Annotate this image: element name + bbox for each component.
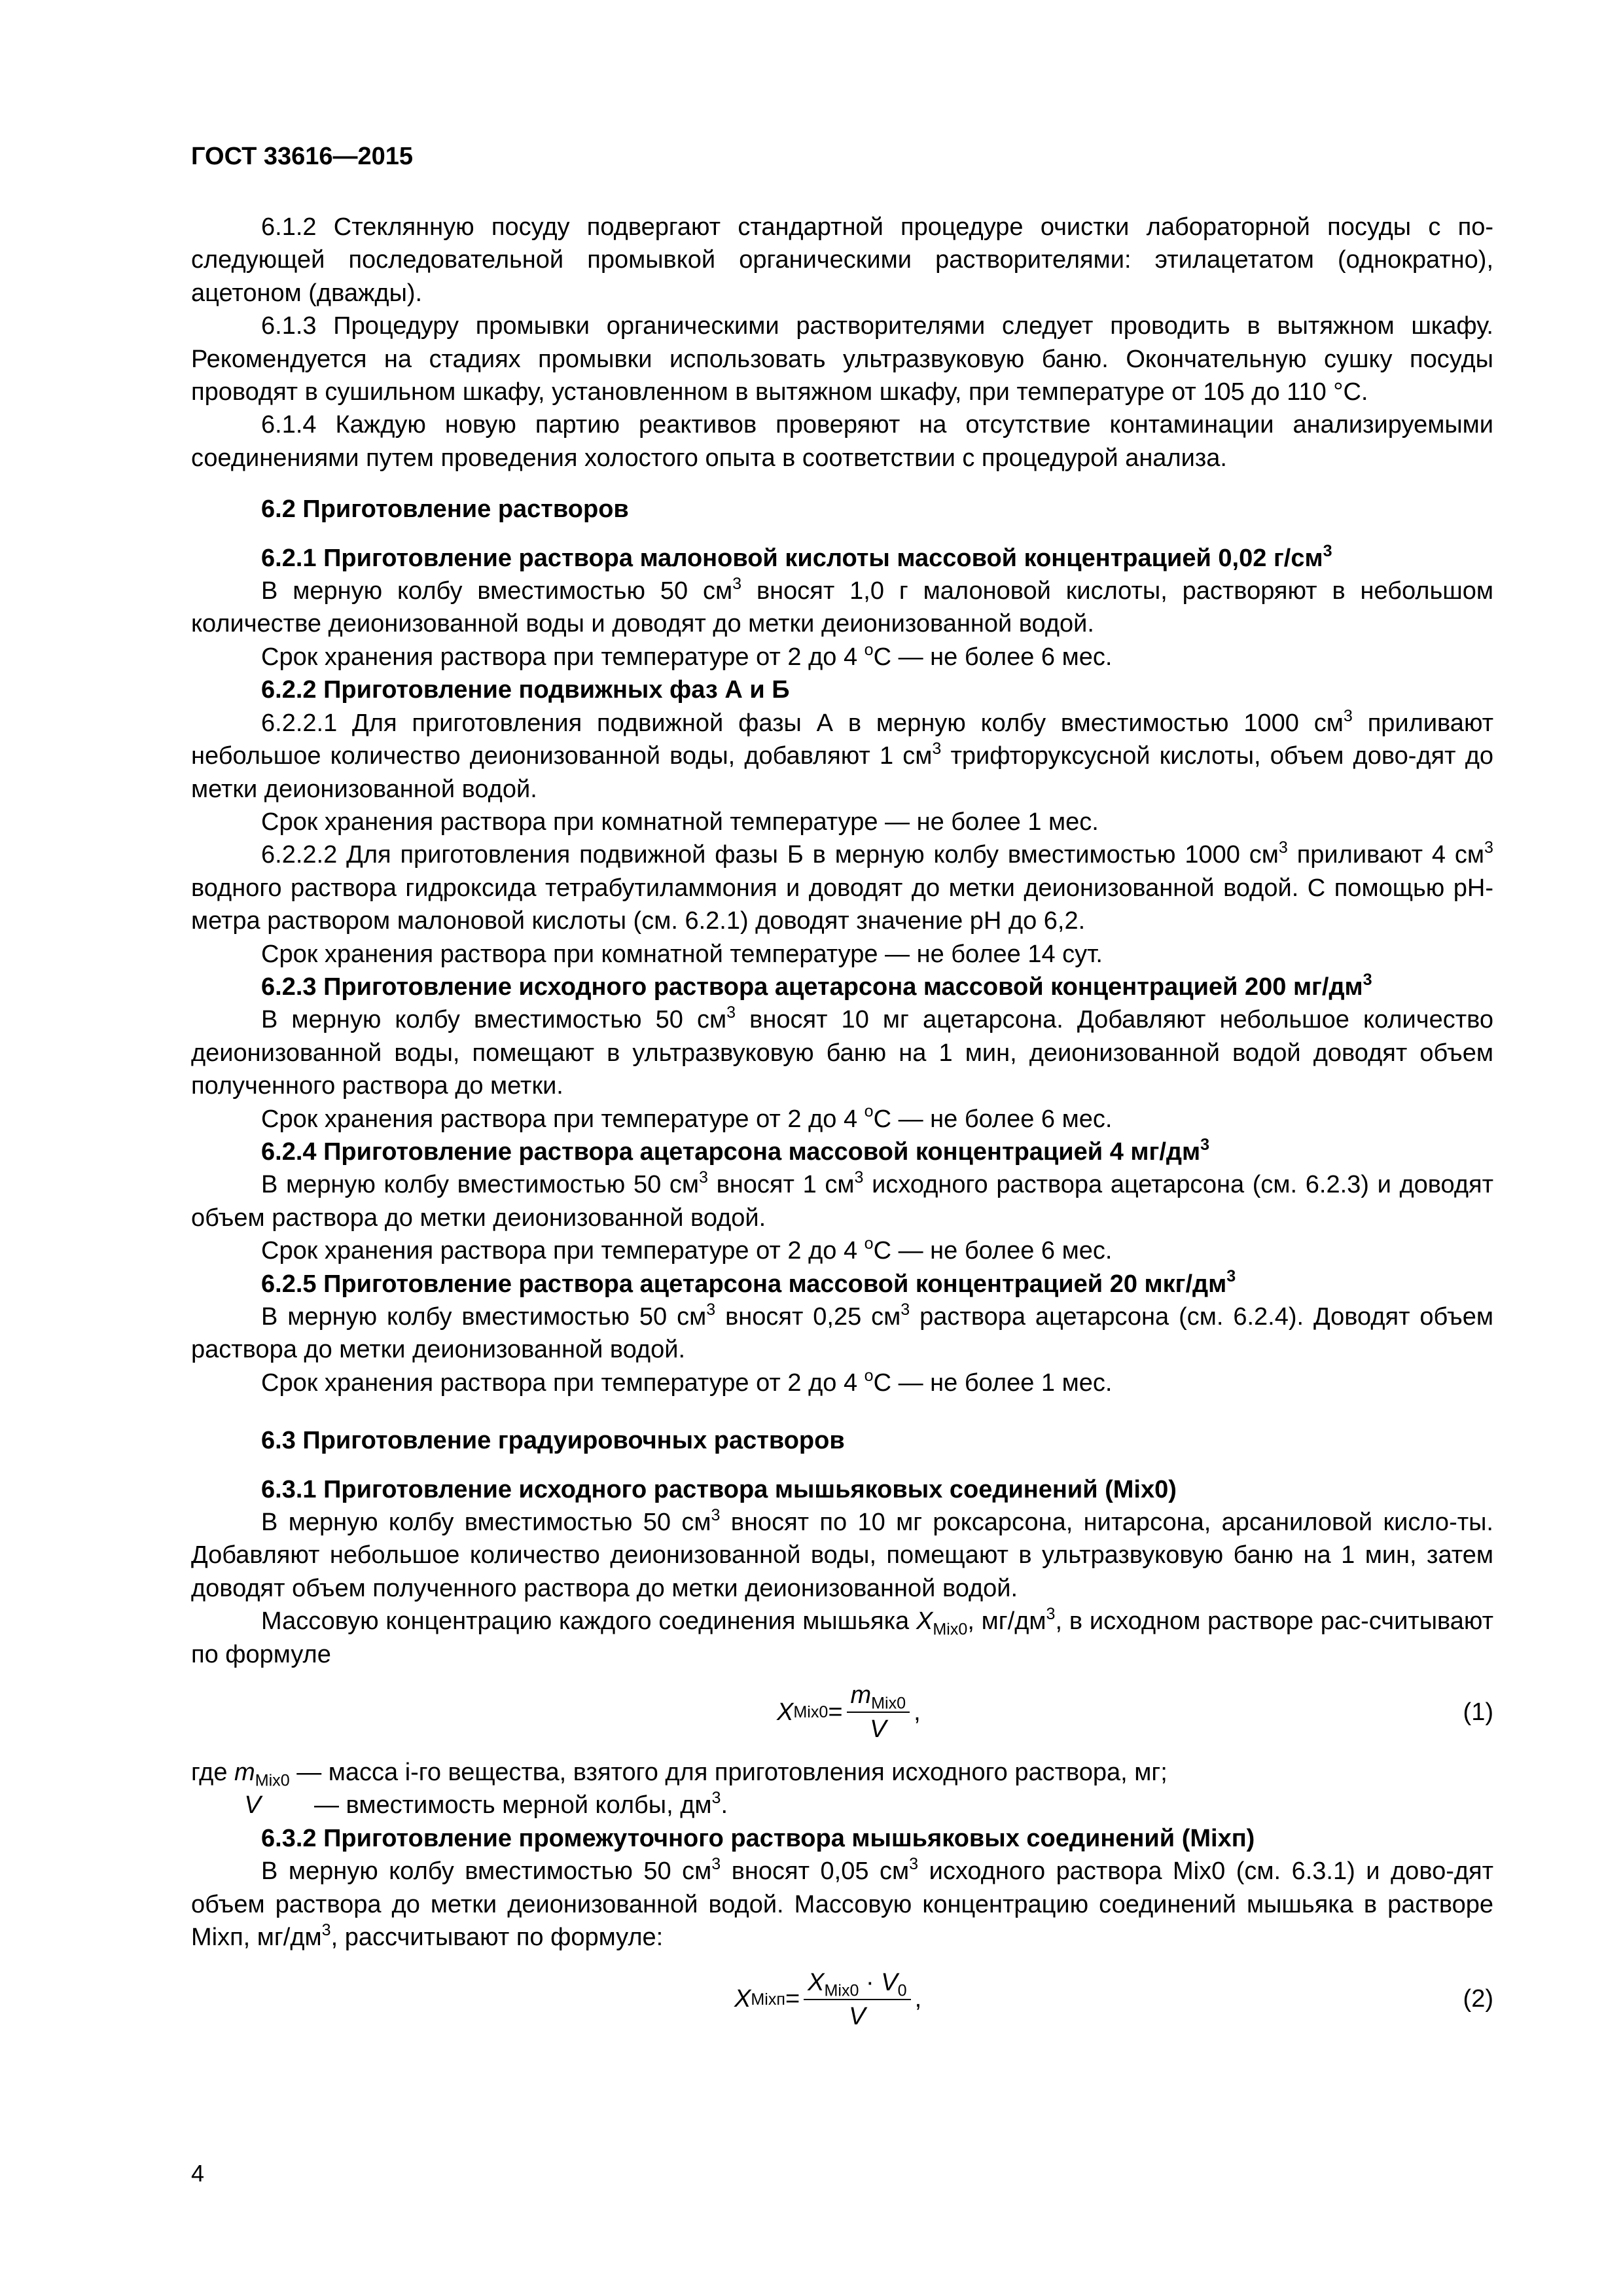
heading-6-2-2: 6.2.2 Приготовление подвижных фаз А и Б (261, 676, 790, 704)
formula-2-fraction: $\frac{X_{Mix0} \cdot V_0}{V}$ (804, 1967, 910, 2032)
formula-2 (191, 1964, 1493, 2036)
where-V: V — вместимость мерной колбы, $дм^3$. (244, 1789, 728, 1820)
paragraph-6-2-3: В мерную колбу вместимостью 50 $см^3$ вносят 10 мг ацетарсона. Добавляют небольшое количество деионизованной воды, помещают в ультразвуковую баню на 1 мин, деионизованной водой доводят объем полученного раствора до метки. (191, 1003, 1494, 1100)
storage-note-6-2-1: Срок хранения раствора при температуре от 2 до 4 $^о$С — не более 6 мес. (261, 640, 1113, 671)
storage-note-6-2-4: Срок хранения раствора при температуре от 2 до 4 $^о$С — не более 6 мес. (261, 1234, 1113, 1265)
formula-1 (191, 1676, 1493, 1748)
formula-1-expression: X Mix0 = $\frac{m_{Mix0}}{V}$ , (777, 1681, 921, 1744)
storage-note-6-2-5: Срок хранения раствора при температуре от 2 до 4 $^о$С — не более 1 мес. (261, 1366, 1113, 1397)
heading-6-2-4: 6.2.4 Приготовление раствора ацетарсона массовой концентрацией 4 $мг/дм^3$ (261, 1135, 1210, 1166)
heading-6-2-3: 6.2.3 Приготовление исходного раствора ацетарсона массовой концентрацией 200 $мг/дм^3$ (261, 970, 1372, 1001)
paragraph-6-2-2-1: 6.2.2.1 Для приготовления подвижной фазы А в мерную колбу вместимостью 1000 $см^3$ приливают небольшое количество деионизованной воды, добавляют 1 $см^3$ трифторуксусной кислоты, объем дово-дят до метки деионизованной водой. (191, 706, 1494, 803)
where-m: где $m_{Mix0}$ — масса i-го вещества, взятого для приготовления исходного раствора, мг; (191, 1759, 1168, 1790)
paragraph-6-1-3: 6.1.3 Процедуру промывки органическими растворителями следует проводить в вытяжном шкафу. Рекомендуется на стадиях промывки использовать ультразвуковую баню. Окончательную сушку посуды проводят в сушильном шкафу, установленном в вытяжном шкафу, при температуре от 105 до 110 °С. (191, 312, 1493, 406)
formula-1-fraction: $\frac{m_{Mix0}}{V}$ (847, 1680, 910, 1744)
document-page (191, 144, 1493, 2206)
formula-1-number: (1) (1463, 1698, 1493, 1726)
formula-2-number: (2) (1463, 1985, 1493, 2013)
heading-6-3-2: 6.3.2 Приготовление промежуточного раствора мышьяковых соединений (Mixп) (261, 1824, 1255, 1852)
document-header: ГОСТ 33616—2015 (191, 143, 414, 170)
paragraph-6-2-4: В мерную колбу вместимостью 50 $см^3$ вносят 1 $см^3$ исходного раствора ацетарсона (см. 6.2.3) и доводят объем раствора до метки деионизованной водой. (191, 1168, 1494, 1232)
paragraph-concentration: Массовую концентрацию каждого соединения мышьяка $X_{Mix0}$, $мг/дм^3$, в исходном растворе рас-считывают по формуле (191, 1605, 1494, 1668)
heading-6-3: 6.3 Приготовление градуировочных растворов (261, 1427, 845, 1455)
paragraph-6-1-2: 6.1.2 Стеклянную посуду подвергают стандартной процедуре очистки лабораторной посуды с по-следующей последовательной промывкой органическими растворителями: этилацетатом (однократно), ацетоном (дважды). (191, 213, 1493, 307)
storage-note-6-2-3: Срок хранения раствора при температуре от 2 до 4 $^о$С — не более 6 мес. (261, 1102, 1113, 1133)
paragraph-6-2-2-2: 6.2.2.2 Для приготовления подвижной фазы Б в мерную колбу вместимостью 1000 $см^3$ приливают 4 $см^3$ водного раствора гидроксида тетрабутиламмония и доводят до метки деионизованной водой. С помощью рН-метра раствором малоновой кислоты (см. 6.2.1) доводят значение рН до 6,2. (191, 838, 1493, 935)
heading-6-2-5: 6.2.5 Приготовление раствора ацетарсона массовой концентрацией 20 мкг/$дм^3$ (261, 1267, 1236, 1298)
storage-note-6-2-2-1: Срок хранения раствора при комнатной температуре — не более 1 мес. (261, 808, 1099, 836)
paragraph-6-3-1: В мерную колбу вместимостью 50 $см^3$ вносят по 10 мг роксарсона, нитарсона, арсаниловой кисло-ты. Добавляют небольшое количество деионизованной воды, помещают в ультразвуковую баню на 1 мин, затем доводят объем полученного раствора до метки деионизованной водой. (191, 1505, 1493, 1602)
heading-6-2: 6.2 Приготовление растворов (261, 495, 629, 524)
paragraph-6-2-1: В мерную колбу вместимостью 50 $см^3$ вносят 1,0 г малоновой кислоты, растворяют в небольшом количестве деионизованной воды и доводят до метки деионизованной водой. (191, 574, 1493, 638)
paragraph-6-1-4: 6.1.4 Каждую новую партию реактивов проверяют на отсутствие контаминации анализируемыми соединениями путем проведения холостого опыта в соответствии с процедурой анализа. (191, 411, 1493, 472)
heading-6-2-1: 6.2.1 Приготовление раствора малоновой кислоты массовой концентрацией 0,02 $г/см^3$ (261, 541, 1332, 572)
heading-6-3-1: 6.3.1 Приготовление исходного раствора мышьяковых соединений (Mix0) (261, 1475, 1177, 1503)
formula-2-expression: X Mixп = $\frac{X_{Mix0} \cdot V_0}{V}$ , (734, 1968, 922, 2030)
paragraph-6-3-2: В мерную колбу вместимостью 50 $см^3$ вносят 0,05 $см^3$ исходного раствора Mix0 (см. 6.3.1) и дово-дят объем раствора до метки деионизованной водой. Массовую концентрацию соединений мышьяка в растворе Mixп, $мг/дм^3$, рассчитывают по формуле: (191, 1855, 1494, 1952)
page-number: 4 (191, 2160, 205, 2187)
paragraph-6-2-5: В мерную колбу вместимостью 50 $см^3$ вносят 0,25 $см^3$ раствора ацетарсона (см. 6.2.4). Доводят объем раствора до метки деионизованной водой. (191, 1300, 1494, 1364)
storage-note-6-2-2-2: Срок хранения раствора при комнатной температуре — не более 14 сут. (261, 940, 1103, 968)
